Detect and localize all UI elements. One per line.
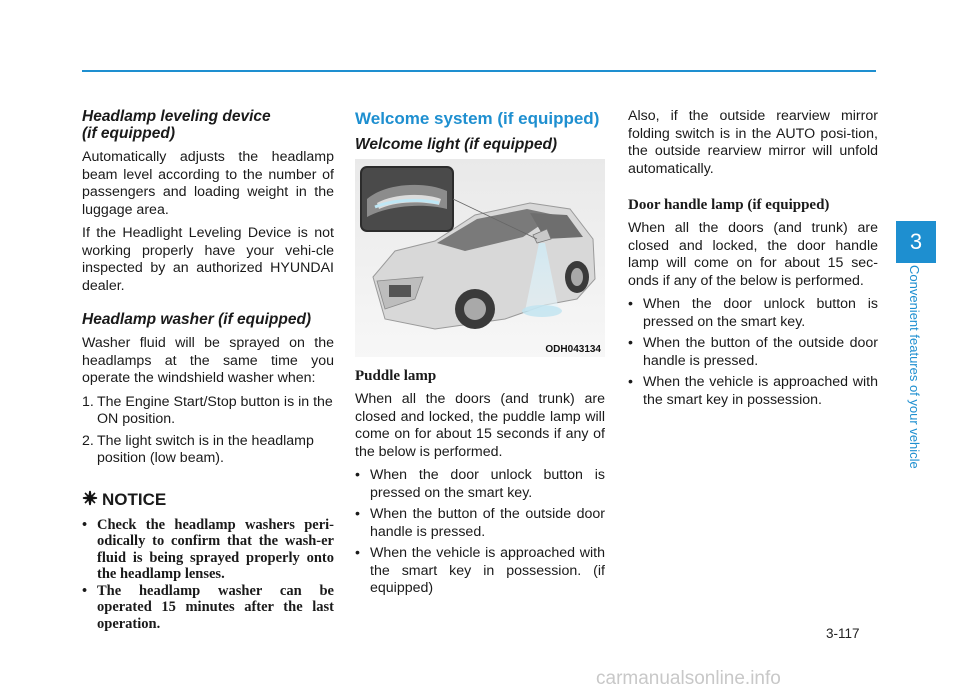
column-right	[628, 108, 878, 413]
bullet-item	[628, 296, 878, 331]
bullet: •	[82, 516, 88, 533]
heading-headlamp-leveling	[82, 108, 334, 142]
page-number: 3-117	[826, 626, 860, 641]
paragraph: When all the doors (and trunk) are closed and locked, the door handle lamp will come on for about 15 sec-onds if any of the below is performed.	[628, 220, 878, 289]
heading-welcome-system: Welcome system (if equipped)	[355, 109, 600, 128]
paragraph: Automatically adjusts the headlamp beam level according to the number of passengers and loading weight in the luggage area.	[82, 149, 334, 218]
chapter-tab: 3	[896, 221, 936, 263]
bullet-text: When the door unlock button is pressed on the smart key.	[643, 296, 878, 330]
heading-door-handle-lamp: Door handle lamp (if equipped)	[628, 197, 830, 213]
bullet-text: When the vehicle is approached with the smart key in possession.	[643, 374, 878, 408]
bullet-text: When the button of the outside door handle is pressed.	[643, 335, 878, 369]
paragraph: Washer fluid will be sprayed on the headlamps at the same time you operate the windshield washer when:	[82, 335, 334, 386]
paragraph: When all the doors (and trunk) are closed and locked, the puddle lamp will come on for about 15 seconds if any of the below is performed.	[355, 391, 605, 460]
car-welcome-light-illustration	[355, 159, 605, 357]
paragraph: Also, if the outside rearview mirror folding switch is in the AUTO posi-tion, the outside rearview mirror will unfold automatically.	[628, 108, 878, 177]
bullet-item	[355, 506, 605, 541]
notice-text: Check the headlamp washers peri-odically to confirm that the wash-er fluid is being sprayed properly onto the headlamp lenses.	[97, 516, 334, 582]
bullet: •	[355, 506, 360, 522]
bullet-item	[628, 374, 878, 409]
column-middle	[355, 108, 605, 602]
figure-code: ODH043134	[545, 344, 601, 355]
bullet: •	[355, 467, 360, 483]
notice-item	[82, 583, 334, 633]
bullet: •	[355, 545, 360, 561]
chapter-title-vertical	[896, 265, 936, 495]
bullet: •	[628, 374, 633, 390]
bullet: •	[628, 335, 633, 351]
bullet-item	[355, 545, 605, 598]
paragraph: If the Headlight Leveling Device is not working properly have your vehi-cle inspected by an authorized HYUNDAI dealer.	[82, 225, 334, 294]
item-number: 2.	[82, 432, 94, 449]
heading-puddle-lamp: Puddle lamp	[355, 368, 437, 384]
bullet-text: When the vehicle is approached with the smart key in possession. (if equipped)	[370, 545, 605, 596]
numbered-item	[82, 433, 334, 468]
heading-line-2: (if equipped)	[82, 125, 175, 142]
heading-welcome-light: Welcome light (if equipped)	[355, 136, 558, 153]
heading-headlamp-washer: Headlamp washer (if equipped)	[82, 311, 312, 328]
heading-line-1: Headlamp leveling device	[82, 108, 271, 125]
notice-text: The headlamp washer can be operated 15 minutes after the last operation.	[97, 582, 334, 632]
notice-item	[82, 517, 334, 583]
item-number: 1.	[82, 393, 94, 410]
item-text: The light switch is in the headlamp position (low beam).	[97, 432, 314, 466]
header-rule	[82, 70, 876, 72]
bullet: •	[82, 582, 88, 599]
notice-heading	[82, 490, 334, 511]
watermark: carmanualsonline.info	[596, 668, 781, 689]
notice-icon	[82, 490, 98, 511]
chapter-title: Convenient features of your vehicle	[907, 265, 922, 469]
bullet-item	[628, 335, 878, 370]
bullet-text: When the button of the outside door handle is pressed.	[370, 506, 605, 540]
notice-title: NOTICE	[102, 490, 167, 509]
bullet-item	[355, 467, 605, 502]
bullet: •	[628, 296, 633, 312]
bullet-text: When the door unlock button is pressed on the smart key.	[370, 467, 605, 501]
item-text: The Engine Start/Stop button is in the ON position.	[97, 393, 333, 427]
column-left	[82, 108, 334, 632]
numbered-item	[82, 394, 334, 429]
